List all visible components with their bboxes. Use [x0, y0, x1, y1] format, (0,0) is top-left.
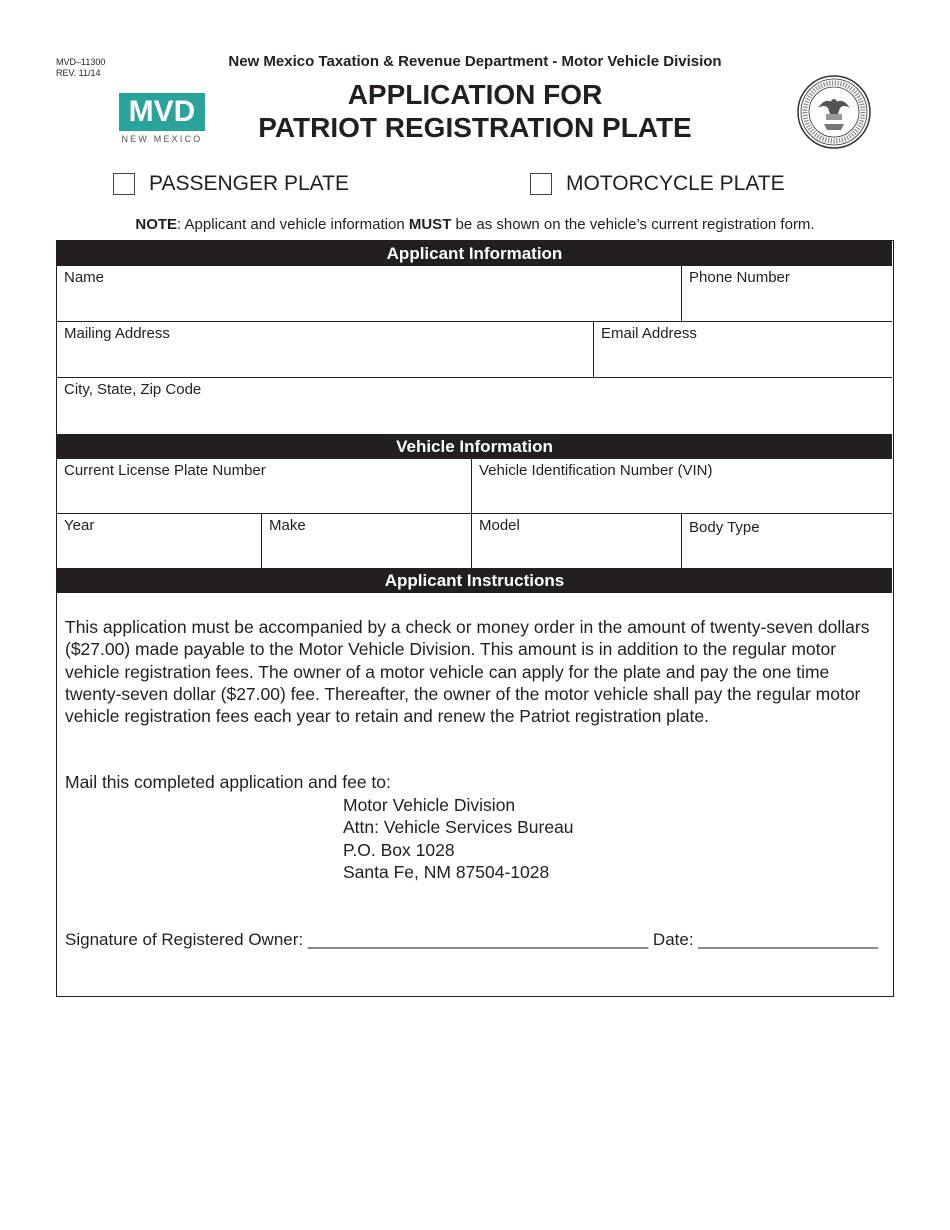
title-line-1: APPLICATION FOR [347, 79, 603, 110]
license-plate-field[interactable] [57, 459, 471, 514]
applicant-info-heading: Applicant Information [57, 241, 892, 266]
vin-field[interactable] [471, 459, 892, 514]
body-type-field[interactable] [681, 514, 892, 569]
email-label: Email Address [601, 325, 697, 342]
motorcycle-plate-option[interactable] [530, 172, 785, 196]
note-text-a: : Applicant and vehicle information [177, 216, 409, 233]
passenger-plate-checkbox[interactable] [113, 173, 135, 195]
vehicle-info-heading: Vehicle Information [57, 434, 892, 459]
make-field[interactable] [261, 514, 471, 569]
state-seal-icon [796, 74, 872, 150]
vin-label: Vehicle Identification Number (VIN) [479, 462, 713, 479]
address-line: Santa Fe, NM 87504-1028 [343, 861, 550, 882]
motorcycle-plate-label: MOTORCYCLE PLATE [566, 172, 785, 195]
year-label: Year [64, 517, 95, 534]
revision-text: REV. 11/14 [56, 68, 101, 78]
instructions-heading: Applicant Instructions [57, 568, 892, 593]
city-state-zip-field[interactable] [57, 378, 892, 434]
phone-field[interactable] [681, 266, 892, 322]
license-plate-label: Current License Plate Number [64, 462, 266, 479]
email-field[interactable] [593, 322, 892, 378]
address-line: Attn: Vehicle Services Bureau [343, 817, 574, 838]
department-name: New Mexico Taxation & Revenue Department - Motor Vehicle Division [228, 53, 722, 70]
registration-note [0, 216, 950, 233]
mail-intro: Mail this completed application and fee to: [65, 772, 391, 792]
passenger-plate-label: PASSENGER PLATE [149, 172, 349, 195]
city-state-zip-label: City, State, Zip Code [64, 381, 202, 398]
name-label: Name [64, 269, 105, 286]
motorcycle-plate-checkbox[interactable] [530, 173, 552, 195]
instructions-paragraph: This application must be accompanied by a check or money order in the amount of twenty-seven dollars ($27.00) made payable to the Motor Vehicle Division. This amount is in addition to the regular motor vehicle registration fees. The owner of a motor vehicle can apply for the plate and pay the one time twenty-seven dollar ($27.00) fee. Thereafter, the owner of the motor vehicle shall pay the regular motor vehicle registration fees each year to retain and renew the Patriot registration plate. [65, 617, 870, 727]
address-line: Motor Vehicle Division [343, 795, 516, 815]
passenger-plate-option[interactable] [113, 172, 349, 196]
title-line-2: PATRIOT REGISTRATION PLATE [258, 112, 692, 143]
body-type-label: Body Type [689, 519, 760, 536]
mvd-logo-mark: MVD [119, 93, 205, 131]
mvd-logo-subtext: NEW MEXICO [121, 134, 203, 144]
mailing-address-label: Mailing Address [64, 325, 170, 342]
make-label: Make [269, 517, 306, 534]
model-field[interactable] [471, 514, 681, 569]
address-line: P.O. Box 1028 [343, 839, 455, 860]
note-label: NOTE [135, 216, 178, 233]
note-text-b: be as shown on the vehicle’s current registration form. [451, 216, 815, 233]
year-field[interactable] [57, 514, 261, 569]
name-field[interactable] [57, 266, 681, 322]
model-label: Model [479, 517, 520, 534]
mailing-address-block [343, 794, 574, 883]
signature-line[interactable]: Signature of Registered Owner: ____________________________________ Date: ___________________ [65, 930, 878, 949]
mailing-address-field[interactable] [57, 322, 593, 378]
application-form [56, 240, 894, 997]
phone-label: Phone Number [689, 269, 790, 286]
form-number-text: MVD–11300 [56, 57, 106, 67]
note-must: MUST [408, 216, 452, 233]
